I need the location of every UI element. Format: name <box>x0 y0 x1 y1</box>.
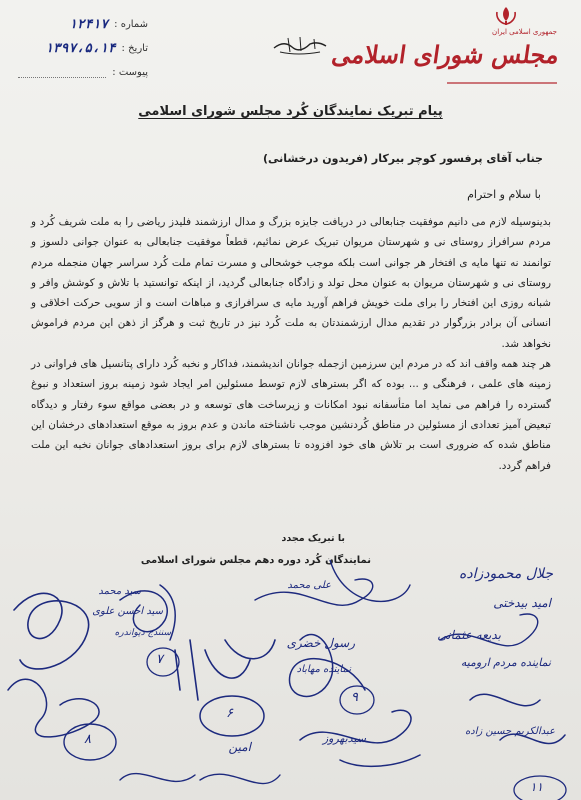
body-paragraph: بدینوسیله لازم می دانیم موفقیت جنابعالی در دریافت جایزه بزرگ و مدال ارزشمند فلیدز ریاضی را به ملت شریف کُرد و مردم سرافراز روستای نی و شهرستان مریوان تبریک عرض نمائیم، قطعاً موفقیت جنابعالی به عنوان جوانی دلسوز و توانمند نه تنها مایه ی افتخار هر جوانی است بلکه موجب خوشحالی و مسرت تمام ملت کُرد سراسر جهان منجمله مردم روستای نی و شهرستان مریوان به عنوان محل تولد و زادگاه جنابعالی گردید، از اینکه توانستید با تلاش و کوشش وافر و شبانه روزی این افتخار را برای ملت خویش فراهم آورید مایه ی سرافرازی و مباهات است و از سویی حرکت اخلاقی و انسانی آن برادر بزرگوار در تقدیم مدال ارزشمندتان به ملت کُرد نیز در تاریخ ثبت و هرگز از ذهن این مردم فراموش نخواهد شد. <box>31 216 551 350</box>
org-country-name: جمهوری اسلامی ایران <box>492 28 557 36</box>
signature-name: بدیعه عثمانی <box>437 628 501 642</box>
letter-meta <box>18 12 148 84</box>
meta-attachment-row <box>18 60 148 84</box>
letter-body <box>31 212 551 476</box>
attachment-label: پیوست : <box>112 66 148 78</box>
attachment-line <box>18 67 106 78</box>
signature-header: نمایندگان کُرد دوره دهم مجلس شورای اسلامی <box>140 555 371 566</box>
signature-name: سید احسن علوی <box>92 606 163 617</box>
signature-scribble-10 <box>120 774 280 784</box>
signature-name: نماینده مهاباد <box>296 664 351 675</box>
recipient-line: جناب آقای پرفسور کوچر بیرکار (فریدون درخشانی) <box>262 152 543 165</box>
signature-scribble-2 <box>8 679 99 737</box>
signature-scribble-4 <box>175 640 275 700</box>
signature-circle-7 <box>147 648 179 676</box>
closing-line: با تبریک مجدد <box>281 533 345 544</box>
number-label: شماره : <box>114 18 148 30</box>
signature-number: ۹ <box>351 690 358 705</box>
signature-number: ۶ <box>226 706 233 721</box>
basmala-calligraphy-icon <box>270 34 330 56</box>
signature-name: امید بیدختی <box>493 596 551 610</box>
signature-name: رسول خضری <box>286 636 355 650</box>
signature-number: ۱۱ <box>530 780 543 794</box>
signature-name: عبدالکریم حسین زاده <box>465 726 555 737</box>
logo-rule <box>447 82 557 84</box>
signature-name: امین <box>228 740 251 754</box>
meta-number-row <box>18 12 148 36</box>
salutation: با سلام و احترام <box>467 188 541 201</box>
date-label: تاریخ : <box>121 42 148 54</box>
signature-name: سنندج دیواندره <box>114 628 171 638</box>
meta-date-row <box>18 36 148 60</box>
signature-number: ۷ <box>156 652 163 667</box>
signature-name: جلال محمودزاده <box>459 566 553 582</box>
org-name-calligraphy: مجلس شورای اسلامی <box>329 40 562 69</box>
signature-name: سیدبهروز <box>322 732 366 745</box>
signature-scribble-1 <box>14 593 89 669</box>
signature-scribble-5 <box>255 560 410 605</box>
signature-name: نماینده مردم ارومیه <box>460 656 551 669</box>
letter-title: پیام تبریک نمایندگان کُرد مجلس شورای اسلامی <box>138 104 443 119</box>
parliament-logo <box>329 4 563 104</box>
number-value: ۱۲۴۱۷ <box>69 16 109 32</box>
signature-name: علی محمد <box>287 580 331 591</box>
signature-name: سید محمد <box>98 586 141 597</box>
emblem-icon <box>493 6 519 26</box>
signature-number: ۸ <box>84 732 91 747</box>
body-paragraph: هر چند همه واقف اند که در مردم این سرزمین ازجمله جوانان اندیشمند، فداکار و نخبه کُرد دارای پتانسیل های فراوانی در زمینه های علمی ، فرهنگی و ... بوده که اگر بسترهای لازم توسط مسئولین امر ایجاد شود زمینه بروز استعداد و نبوغ گسترده را فراهم می نماید اما متأسفانه نبود امکانات و زیرساخت های توسعه و در بعضی مواقع سوء رفتار و دیدگاه تبعیض آمیز تعدادی از مسئولین در مناطق کُردنشین موجب ناشناخته ماندن و عدم بروز به موقع استعدادهای درخشان این مناطق شده که ضروری است بر تلاش های خود افزوده تا بسترهای لازم برای بروز استعدادهای جوانان نخبه این ملت فراهم گردد. <box>31 358 551 472</box>
date-value: ۱۳۹۷،۵،۱۴ <box>45 40 116 56</box>
